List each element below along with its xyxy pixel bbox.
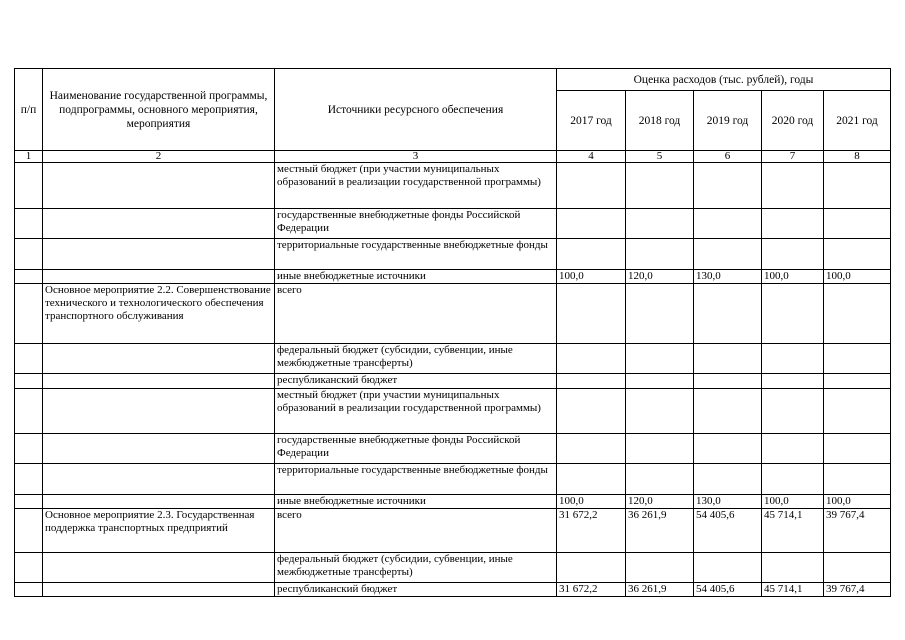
row-num-cell: [15, 389, 43, 434]
row-value-cell: [824, 553, 891, 583]
row-value-cell: 45 714,1: [762, 509, 824, 553]
row-value-cell: [762, 374, 824, 389]
header-year: 2018 год: [626, 91, 694, 151]
row-num-cell: [15, 509, 43, 553]
row-value-cell: 54 405,6: [694, 583, 762, 597]
row-value-cell: [824, 434, 891, 464]
row-name-cell: [43, 163, 275, 209]
row-value-cell: [762, 239, 824, 270]
row-value-cell: [626, 163, 694, 209]
row-value-cell: 120,0: [626, 495, 694, 509]
row-value-cell: [762, 464, 824, 495]
row-value-cell: 100,0: [824, 270, 891, 284]
row-value-cell: [824, 239, 891, 270]
row-value-cell: 100,0: [557, 270, 626, 284]
row-value-cell: 100,0: [762, 495, 824, 509]
row-value-cell: [557, 389, 626, 434]
row-value-cell: 120,0: [626, 270, 694, 284]
col-number: 1: [15, 151, 43, 163]
row-value-cell: [762, 553, 824, 583]
table-row: [15, 209, 891, 239]
row-name-cell: [43, 374, 275, 389]
row-value-cell: [694, 389, 762, 434]
row-num-cell: [15, 163, 43, 209]
table-row: [15, 495, 891, 509]
table-row: [15, 389, 891, 434]
row-value-cell: [762, 389, 824, 434]
col-number: 7: [762, 151, 824, 163]
row-num-cell: [15, 583, 43, 597]
row-source-cell: федеральный бюджет (субсидии, субвенции, иные межбюджетные трансферты): [275, 553, 557, 583]
row-value-cell: [626, 284, 694, 344]
row-value-cell: [626, 389, 694, 434]
row-value-cell: [626, 464, 694, 495]
row-value-cell: [557, 209, 626, 239]
row-value-cell: [824, 374, 891, 389]
row-value-cell: [557, 374, 626, 389]
row-value-cell: [762, 434, 824, 464]
row-num-cell: [15, 434, 43, 464]
row-source-cell: местный бюджет (при участии муниципальных образований в реализации государственной программы): [275, 163, 557, 209]
table-row: [15, 553, 891, 583]
row-value-cell: 54 405,6: [694, 509, 762, 553]
table-row: [15, 239, 891, 270]
header-estimate: Оценка расходов (тыс. рублей), годы: [557, 69, 891, 91]
row-value-cell: 36 261,9: [626, 509, 694, 553]
row-value-cell: [557, 344, 626, 374]
row-source-cell: всего: [275, 509, 557, 553]
header-source: Источники ресурсного обеспечения: [275, 69, 557, 151]
header-year: 2021 год: [824, 91, 891, 151]
row-source-cell: иные внебюджетные источники: [275, 495, 557, 509]
row-value-cell: 39 767,4: [824, 509, 891, 553]
row-num-cell: [15, 464, 43, 495]
row-value-cell: [694, 464, 762, 495]
table-row: [15, 509, 891, 553]
row-name-cell: [43, 389, 275, 434]
col-number: 2: [43, 151, 275, 163]
row-value-cell: 31 672,2: [557, 509, 626, 553]
row-value-cell: 36 261,9: [626, 583, 694, 597]
row-name-cell: [43, 495, 275, 509]
row-num-cell: [15, 284, 43, 344]
row-value-cell: [824, 389, 891, 434]
row-value-cell: 100,0: [824, 495, 891, 509]
row-value-cell: [694, 284, 762, 344]
header-num: п/п: [15, 69, 43, 151]
row-value-cell: [762, 344, 824, 374]
col-number: 5: [626, 151, 694, 163]
row-value-cell: 130,0: [694, 495, 762, 509]
table-row: [15, 583, 891, 597]
row-name-cell: [43, 434, 275, 464]
row-value-cell: [694, 434, 762, 464]
row-name-cell: [43, 239, 275, 270]
row-value-cell: [694, 163, 762, 209]
row-value-cell: [694, 374, 762, 389]
row-value-cell: [694, 239, 762, 270]
row-source-cell: территориальные государственные внебюджетные фонды: [275, 464, 557, 495]
row-value-cell: [626, 434, 694, 464]
row-name-cell: [43, 583, 275, 597]
table-row: [15, 163, 891, 209]
row-value-cell: 31 672,2: [557, 583, 626, 597]
row-value-cell: [824, 209, 891, 239]
row-value-cell: [824, 464, 891, 495]
row-source-cell: территориальные государственные внебюджетные фонды: [275, 239, 557, 270]
row-name-cell: [43, 270, 275, 284]
row-name-cell: [43, 553, 275, 583]
row-name-cell: Основное мероприятие 2.3. Государственная поддержка транспортных предприятий: [43, 509, 275, 553]
row-num-cell: [15, 239, 43, 270]
row-value-cell: [557, 434, 626, 464]
row-value-cell: [557, 163, 626, 209]
row-value-cell: 130,0: [694, 270, 762, 284]
row-source-cell: иные внебюджетные источники: [275, 270, 557, 284]
table-row: [15, 374, 891, 389]
row-value-cell: [626, 344, 694, 374]
row-value-cell: [824, 163, 891, 209]
row-source-cell: местный бюджет (при участии муниципальных образований в реализации государственной программы): [275, 389, 557, 434]
header-name: Наименование государственной программы, подпрограммы, основного мероприятия, мероприятия: [43, 69, 275, 151]
table-row: [15, 434, 891, 464]
col-number: 8: [824, 151, 891, 163]
row-value-cell: [762, 163, 824, 209]
row-value-cell: [824, 344, 891, 374]
row-num-cell: [15, 270, 43, 284]
row-value-cell: [824, 284, 891, 344]
row-value-cell: [762, 209, 824, 239]
row-name-cell: [43, 209, 275, 239]
table-row: [15, 344, 891, 374]
col-number: 4: [557, 151, 626, 163]
row-value-cell: [626, 239, 694, 270]
header-year: 2019 год: [694, 91, 762, 151]
row-value-cell: 45 714,1: [762, 583, 824, 597]
row-value-cell: 100,0: [762, 270, 824, 284]
table-row: [15, 270, 891, 284]
row-source-cell: республиканский бюджет: [275, 583, 557, 597]
col-number: 3: [275, 151, 557, 163]
row-value-cell: 39 767,4: [824, 583, 891, 597]
row-value-cell: 100,0: [557, 495, 626, 509]
row-name-cell: [43, 344, 275, 374]
table-row: [15, 284, 891, 344]
header-year: 2020 год: [762, 91, 824, 151]
budget-table: [14, 68, 891, 597]
row-num-cell: [15, 209, 43, 239]
row-source-cell: государственные внебюджетные фонды Российской Федерации: [275, 434, 557, 464]
row-value-cell: [626, 374, 694, 389]
row-value-cell: [557, 239, 626, 270]
col-number: 6: [694, 151, 762, 163]
row-source-cell: федеральный бюджет (субсидии, субвенции, иные межбюджетные трансферты): [275, 344, 557, 374]
header-year: 2017 год: [557, 91, 626, 151]
row-value-cell: [626, 209, 694, 239]
row-name-cell: [43, 464, 275, 495]
row-source-cell: всего: [275, 284, 557, 344]
row-value-cell: [557, 284, 626, 344]
row-name-cell: Основное мероприятие 2.2. Совершенствование технического и технологического обеспечения транспортного обслуживания: [43, 284, 275, 344]
table-row: [15, 464, 891, 495]
row-value-cell: [762, 284, 824, 344]
row-num-cell: [15, 553, 43, 583]
row-num-cell: [15, 344, 43, 374]
row-num-cell: [15, 495, 43, 509]
row-value-cell: [694, 553, 762, 583]
row-source-cell: республиканский бюджет: [275, 374, 557, 389]
row-value-cell: [694, 344, 762, 374]
row-value-cell: [557, 553, 626, 583]
row-source-cell: государственные внебюджетные фонды Российской Федерации: [275, 209, 557, 239]
row-value-cell: [694, 209, 762, 239]
row-value-cell: [557, 464, 626, 495]
row-num-cell: [15, 374, 43, 389]
row-value-cell: [626, 553, 694, 583]
